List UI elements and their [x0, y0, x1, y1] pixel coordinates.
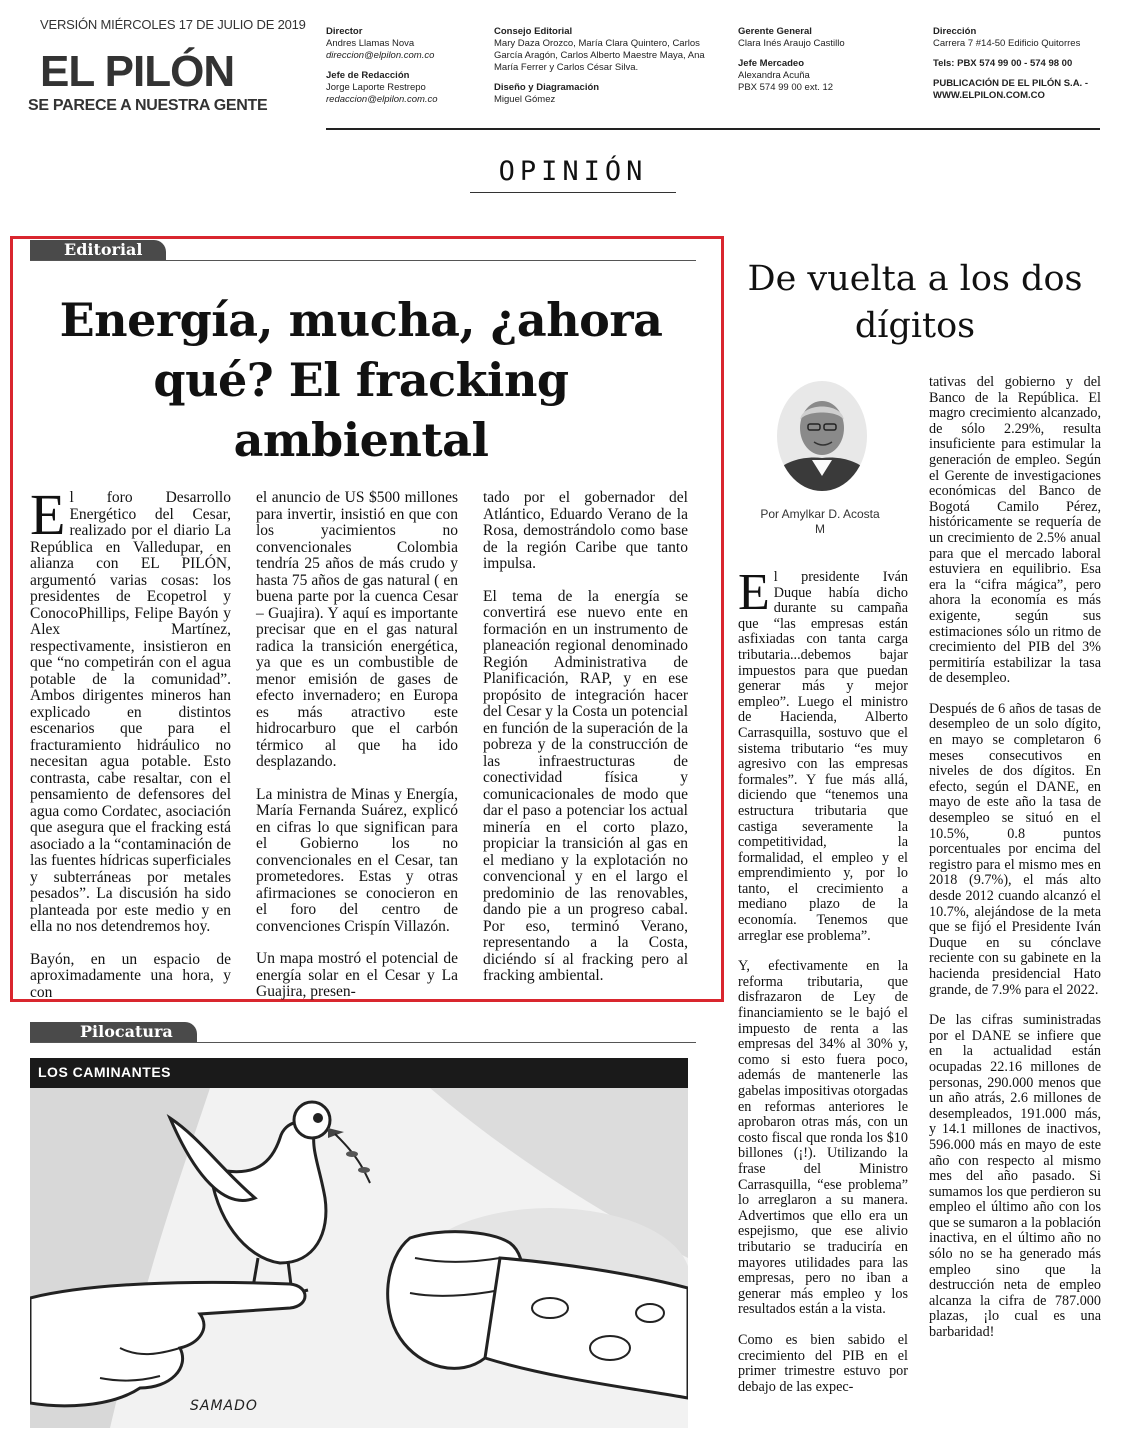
- newspaper-logo: EL PILÓN: [40, 47, 235, 96]
- credits-direccion: [933, 26, 1098, 110]
- diseno-name: Miguel Gómez: [494, 94, 556, 105]
- mercadeo-phone: PBX 574 99 00 ext. 12: [738, 82, 834, 93]
- credits-gerencia: [738, 26, 908, 102]
- opinion-column-1: [738, 564, 908, 1410]
- pilocatura-tab-bar: [30, 1022, 696, 1043]
- cartoon-drawing: [30, 1058, 688, 1428]
- jefe-email: redaccion@elpilon.com.co: [326, 94, 438, 105]
- editorial-headline: Energía, mucha, ¿ahora qué? El fracking ambiental: [59, 293, 663, 467]
- jefe-name: Jorge Laporte Restrepo: [326, 82, 426, 93]
- opinion-column-2: [929, 375, 1101, 1356]
- jefe-label: Jefe de Redacción: [326, 70, 410, 81]
- edition-date: VERSIÓN MIÉRCOLES 17 DE JULIO DE 2019: [40, 17, 306, 32]
- mercadeo-name: Alexandra Acuña: [738, 70, 810, 81]
- editorial-column-2: [256, 490, 458, 1017]
- publicacion-line: PUBLICACIÓN DE EL PILÓN S.A. - WWW.ELPILON.COM.CO: [933, 78, 1089, 101]
- direccion-label: Dirección: [933, 26, 977, 37]
- editorial-paragraph: El tema de la energía se convertirá ese nuevo ente en formación en un instrumento de planeación regional denominado Región Administrativa de Planificación, RAP, y en ese propósito de integración hacer del Cesar y la Costa un potencial en función de la superación de la pobreza y de la construcción de las infraestructuras de conectividad física y comunicacionales de modo que dar el paso a potenciar los actual minería en el corto plazo, propiciar la transición al gas en el mediano y la explotación no convencional y en el largo el predominio de las renovables, dando pie a un progreso cabal. Por eso, terminó Verano, representando a la Costa, diciéndo sí al fracking pero al fracking ambiental.: [483, 587, 688, 984]
- author-photo: [776, 380, 868, 492]
- author-portrait: [776, 380, 868, 492]
- gerente-label: Gerente General: [738, 26, 812, 37]
- opinion-title: De vuelta a los dos dígitos: [747, 259, 1083, 346]
- opinion-paragraph: [738, 564, 908, 944]
- editorial-dropcap: E: [30, 482, 66, 547]
- opinion-dropcap: E: [738, 564, 770, 621]
- credits-consejo: [494, 26, 709, 114]
- cartoonist-signature: SAMADO: [190, 1398, 258, 1414]
- pilocatura-tab: Pilocatura: [30, 1022, 197, 1042]
- editorial-paragraph: [30, 482, 231, 936]
- director-label: Director: [326, 26, 363, 37]
- author-byline: Por Amylkar D. Acosta M: [760, 507, 880, 536]
- diseno-label: Diseño y Diagramación: [494, 82, 600, 93]
- editorial-paragraph: Bayón, en un espacio de aproximadamente una hora, y con: [30, 950, 231, 1001]
- credits-director: [326, 26, 476, 114]
- editorial-paragraph: La ministra de Minas y Energía, María Fernanda Suárez, explicó en cifras lo que significan para el Gobierno los no convencionales en el Cesar, tan prometedores. Estas y otras afirmaciones se conocieron en el foro del centro de convenciones Crispín Villazón.: [256, 785, 458, 935]
- direccion-value: Carrera 7 #14-50 Edificio Quitorres: [933, 38, 1081, 49]
- gerente-name: Clara Inés Araujo Castillo: [738, 38, 845, 49]
- director-name: Andres Llamas Nova: [326, 38, 415, 49]
- pilocatura-tab-line: [30, 1042, 696, 1043]
- opinion-paragraph: De las cifras suministradas por el DANE se infiere que en la actualidad están ocupadas 22.16 millones de personas, 290.000 menos que un año atrás, 2.6 millones de desempleados, 191.000 más, y 14.1 millones de inactivos, 596.000 más en mayo de este año con respecto al mismo mes del año pasado. Si sumamos los que perdieron su empleo el último año con los que se sumaron a la población inactiva, en el último año no sólo no se ha generado más empleo sino que la destrucción neta de empleo alcanza la cifra de 787.000 plazas, ¡lo cual es una barbaridad!: [929, 1012, 1101, 1341]
- cartoon-strip-title: LOS CAMINANTES: [38, 1064, 171, 1080]
- cartoon-illustration: [30, 1058, 688, 1428]
- consejo-label: Consejo Editorial: [494, 26, 573, 37]
- tels-line: Tels: PBX 574 99 00 - 574 98 00: [933, 58, 1073, 69]
- opinion-paragraph: Y, efectivamente en la reforma tributaria, que disfrazaron de Ley de financiamiento se le bajó el impuesto de renta a las empresas del 34% al 30% y, como si esto fuera poco, además de mantenerle las gabelas impositivas otorgadas en reformas anteriores le aprobaron otras más, con un costo fiscal que ronda los $10 billones (¡!). Utilizando la frase del Ministro Carrasquilla, “ese problema” lo arreglaron a su manera. Advertimos que ello era un espejismo, que ese alivio tributario se traduciría en mayores utilidades para las empresas, pero no iban a generar más empleo y los resultados están a la vista.: [738, 958, 908, 1318]
- opinion-paragraph: tativas del gobierno y del Banco de la República. El magro crecimiento alcanzado, de sólo 2.29%, resulta insuficiente para estimular la generación de empleo. Según el Gerente de investigaciones económicas del Banco de Bogotá Camilo Pérez, históricamente se requería de un crecimiento de 2.5% anual para que el mercado laboral estuviera en equilibrio. Esa era la “cifra mágica”, pero ahora la economía es más exigente, según sus estimaciones sólo un ritmo de crecimiento del PIB del 3% permitiría estabilizar la tasa de desempleo.: [929, 374, 1101, 687]
- editorial-column-1: [30, 482, 231, 1017]
- editorial-column-3: [483, 490, 688, 1001]
- opinion-text: l presidente Iván Duque había dicho durante su campaña que “las empresas están asfixiadas con tanta carga tributaria...debemos bajar impuestos para que puedan generar más y mejor empleo”. Luego el ministro de Hacienda, Alberto Carrasquilla, sostuvo que el sistema tributario “es muy agresivo con las empresas formales”. Y fue más allá, diciendo que “tenemos una estructura tributaria que castiga severamente la competitividad, la formalidad, el empleo y el emprendimiento y, por lo tanto, el crecimiento a mediano plazo de la economía. Tenemos que arreglar ese problema”.: [738, 569, 908, 944]
- newspaper-slogan: SE PARECE A NUESTRA GENTE: [28, 97, 268, 114]
- editorial-paragraph: Un mapa mostró el potencial de energía solar en el Cesar y La Guajira, presen-: [256, 950, 458, 1000]
- editorial-text: l foro Desarrollo Energético del Cesar, realizado por el diario La República en Valledupar, en alianza con EL PILÓN, argumentó varias cosas: los presidentes de Ecopetrol y ConocoPhillips, Felipe Bayón y Alex Martínez, respectivamente, insistieron en que “no competirán con el agua potable de la comunidad”. Ambos dirigentes mineros han explicado en distintos escenarios que para el fracturamiento hidráulico no necesitan agua potable. Esto contrasta, cabe resaltar, con el pensamiento de defensores del agua como Cordatec, asociación que asegura que el fracking está asociado a la “contaminación de las fuentes hídricas superficiales y subterráneas por metales pesados”. La discusión ha sido planteada por este medio y en ella no nos detendremos hoy.: [30, 489, 231, 935]
- editorial-paragraph: tado por el gobernador del Atlántico, Eduardo Verano de la Rosa, demostrándolo como base de la región Caribe que tanto impulsa.: [483, 489, 688, 572]
- consejo-names: Mary Daza Orozco, María Clara Quintero, Carlos García Aragón, Carlos Alberto Maestre Maya, Ana María Ferrer y Carlos César Silva.: [494, 38, 705, 73]
- editorial-tab-line: [30, 260, 696, 261]
- editorial-tab: Editorial: [30, 240, 166, 260]
- opinion-paragraph: Como es bien sabido el crecimiento del PIB en el primer trimestre estuvo por debajo de las expec-: [738, 1331, 908, 1395]
- editorial-paragraph: el anuncio de US $500 millones para invertir, insistió en que con los yacimientos no convencionales Colombia tendría 25 años de más crudo y hasta 75 años de gas natural ( en buena parte por la cuenca Cesar – Guajira). Y aquí es importante precisar que en el gas natural radica la transición energética, ya que es un combustible de menor emisión de gases de efecto invernadero; en Europa es más atractivo este hidrocarburo que el carbón térmico al que ha ido desplazando.: [256, 489, 458, 770]
- masthead-rule: [326, 128, 1100, 130]
- director-email: direccion@elpilon.com.co: [326, 50, 435, 61]
- editorial-tab-bar: [30, 240, 696, 261]
- mercadeo-label: Jefe Mercadeo: [738, 58, 805, 69]
- opinion-paragraph: Después de 6 años de tasas de desempleo de un solo dígito, en mayo se completaron 6 meses consecutivos en niveles de dos dígitos. En efecto, según el DANE, en mayo de este año la tasa de desempleo se situó en el 10.5%, 0.8 puntos porcentuales por encima del registro para el mismo mes en 2018 (9.7%), el más alto desde 2012 cuando alcanzó el 10.7%, alejándose de la meta que se fijó el Presidente Iván Duque en su cónclave reciente con su gabinete en la hacienda presidencial Hato grande, de 7.9% para el 2022.: [929, 700, 1101, 998]
- section-title: OPINIÓN: [470, 156, 676, 193]
